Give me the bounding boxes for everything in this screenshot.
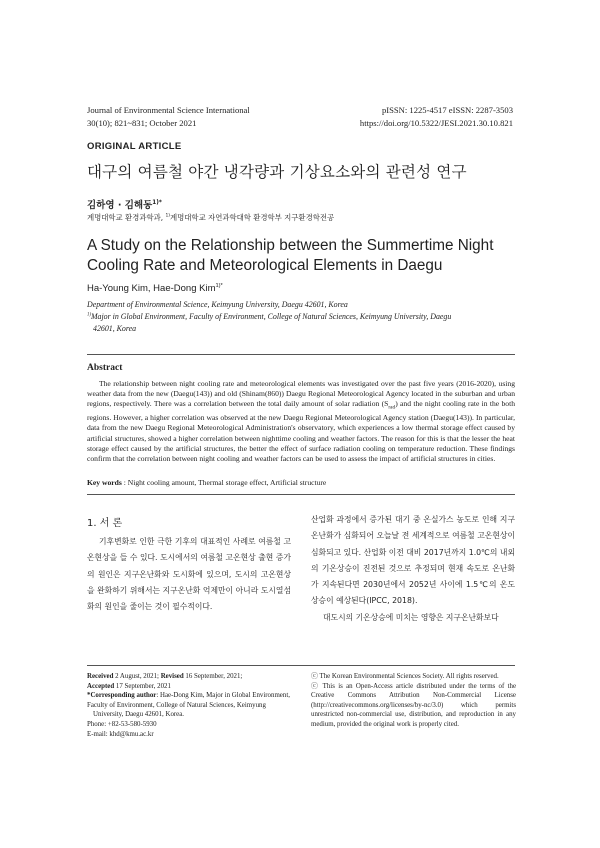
korean-affil-b: 계명대학교 자연과학대학 환경학부 지구환경학전공 xyxy=(170,213,335,222)
dates-line1 xyxy=(87,672,297,682)
phone: Phone: +82-53-580-5930 xyxy=(87,720,157,728)
english-affil2-cont: 42601, Korea xyxy=(93,323,137,333)
english-affil2 xyxy=(87,311,517,323)
english-affiliation xyxy=(87,299,517,334)
english-title xyxy=(87,236,527,276)
english-affil2-a: Major in Global Environment, Faculty of Environment, College of Natural Sciences, Keimyung University, Daegu xyxy=(90,311,452,321)
received-date: 2 August, 2021; xyxy=(113,673,161,680)
korean-authors-names: 김하영 · 김해동 xyxy=(87,200,153,211)
corr-address: University, Daegu 42601, Korea. xyxy=(93,711,185,719)
keywords-text: : Night cooling amount, Thermal storage effect, Artificial structure xyxy=(121,478,327,487)
footnote-left xyxy=(87,672,297,739)
keywords-label: Key words xyxy=(87,478,122,487)
journal-name: Journal of Environmental Science International xyxy=(87,105,250,115)
email[interactable]: E-mail: khd@kmu.ac.kr xyxy=(87,730,154,738)
accepted-date: 17 September, 2021 xyxy=(114,682,171,690)
korean-authors-sup: 1)* xyxy=(152,199,162,206)
intro-paragraph-3: 대도시의 기온상승에 미치는 영향은 지구온난화보다 xyxy=(323,612,499,622)
keywords xyxy=(87,478,326,487)
korean-title: 대구의 여름철 야간 냉각량과 기상요소와의 관련성 연구 xyxy=(87,163,467,181)
accepted-label: Accepted xyxy=(87,682,115,690)
body-column-left xyxy=(87,534,291,615)
divider-footnote xyxy=(87,665,515,666)
korean-authors xyxy=(87,197,162,211)
english-authors-sup: 1)* xyxy=(215,282,223,289)
divider-top xyxy=(87,354,515,355)
corr-text: : Hae-Dong Kim, Major in Global Environment, Faculty of Environment, College of Natural Sciences, Keimyung xyxy=(87,692,290,709)
divider-mid xyxy=(87,494,515,495)
copyright: ⓒ The Korean Environmental Sciences Society. All rights reserved. xyxy=(311,673,499,680)
english-affil1: Department of Environmental Science, Keimyung University, Daegu 42601, Korea xyxy=(87,300,348,309)
intro-paragraph-2: 산업화 과정에서 증가된 대기 중 온실가스 농도로 인해 지구온난화가 심화되어 오늘날 전 세계적으로 여름철 고온현상이 심화되고 있다. 산업화 이전 대비 2017년까지 1.0℃의 내외의 기온상승이 진전된 것으로 추정되며 현재 속도로 온난화가 지속된다면 2030년에서 2052년 사이에 1.5℃의 온도 상승이 예상된다(IPCC, 2018). xyxy=(311,515,515,606)
journal-volume: 30(10); 821~831; October 2021 xyxy=(87,118,197,128)
intro-paragraph-1: 기후변화로 인한 극한 기후의 대표적인 사례로 여름철 고온현상을 들 수 있다. 도시에서의 여름철 고온현상 출현 증가의 원인은 지구온난화와 도시화에 있으며, 도시의 고온현상을 완화하기 위해서는 지구온난화 억제만이 아니라 도시열섬화의 원인을 줄이는 것이 필수적이다. xyxy=(87,537,291,612)
english-authors-names: Ha-Young Kim, Hae-Dong Kim xyxy=(87,283,216,294)
journal-header-right xyxy=(360,104,513,130)
korean-affil-sup: 1) xyxy=(165,213,171,219)
revised-date: 16 September, 2021; xyxy=(183,673,243,680)
dates-line2 xyxy=(87,682,297,692)
received-label: Received xyxy=(87,673,114,680)
journal-issn: pISSN: 1225-4517 eISSN: 2287-3503 xyxy=(381,105,513,115)
english-title-line2: Cooling Rate and Meteorological Elements in Daegu xyxy=(87,257,443,274)
english-authors xyxy=(87,283,223,294)
article-type: ORIGINAL ARTICLE xyxy=(87,141,182,152)
journal-header-left xyxy=(87,104,250,130)
license: ⓒ This is an Open-Access article distributed under the terms of the Creative Commons Attribution Non-Commercial License (http://creativecommons.org/licenses/by-nc/3.0) which permits unrestricted non-commercial use, distribution, and reproduction in any medium, provided the original work is properly cited. xyxy=(311,682,516,728)
abstract-body-b: ) and the night cooling rate in the both regions. However, a higher correlation was observed at the new Daegu Regional Meteorological Agency station (Daegu(143)). In particular, data from the new Daegu Regional Meteorological Administration's observatory, which experiences a low thermal storage effect caused by artificial structures, showed a higher correlation between nighttime cooling and weather factors. The reason for this is that the lesser the heat storage effect caused by the artificial structures, the better the effect of surface radiation cooling on temperature reduction. These findings confirm that the correlation between night cooling and weather factors can be used to assess the impact of artificial structures in cities. xyxy=(87,399,516,463)
korean-affiliation xyxy=(87,212,334,223)
corresponding-author xyxy=(87,691,297,710)
section-heading: 1. 서 론 xyxy=(87,518,123,529)
abstract-body xyxy=(87,379,515,464)
corr-label: *Corresponding author xyxy=(87,692,157,700)
body-column-right xyxy=(311,512,515,626)
english-affil2-sup: 1) xyxy=(87,312,91,318)
abstract-body-sub: rad xyxy=(388,404,396,411)
abstract-body-a: The relationship between night cooling rate and meteorological elements was investigated over the past five years (2016-2020), using weather data from the new (Daegu(143)) and old (Shinam(860)) Daegu Regional Meteorological Agency located in the suburban and urban regions, respectively. There was a correlation between the total daily amount of solar radiation (S xyxy=(87,379,515,409)
english-title-line1: A Study on the Relationship between the Summertime Night xyxy=(87,237,494,254)
revised-label: Revised xyxy=(160,673,184,680)
abstract-heading: Abstract xyxy=(87,363,123,373)
journal-doi[interactable]: https://doi.org/10.5322/JESI.2021.30.10.821 xyxy=(359,118,513,128)
korean-affil-a: 계명대학교 환경과학과, xyxy=(87,213,166,222)
footnote-right xyxy=(311,672,516,730)
